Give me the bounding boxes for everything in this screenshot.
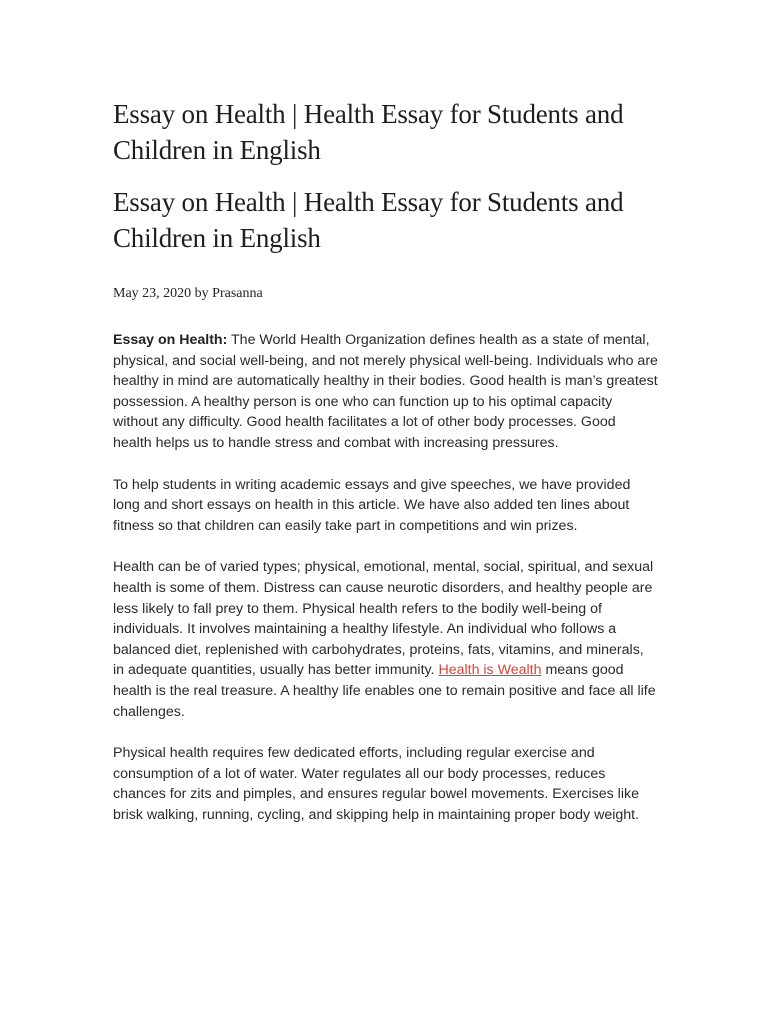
article-meta: May 23, 2020 by Prasanna — [113, 286, 263, 301]
article-title: Essay on Health | Health Essay for Students and Children in English — [113, 187, 624, 253]
types-text-before: Health can be of varied types; physical, emotional, mental, social, spiritual, and sexual health is some of them. Distress can cause neurotic disorders, and healthy people are less likely to fall prey to them. Physical health refers to the bodily well-being of individuals. It involves maintaining a healthy lifestyle. An individual who follows a balanced diet, replenished with carbohydrates, proteins, fats, vitamins, and minerals, in adequate quantities, usually has better immunity. — [113, 559, 654, 679]
purpose-text: To help students in writing academic essays and give speeches, we have provided long and short essays on health in this article. We have also added ten lines about fitness so that children can easily take part in competitions and win prizes. — [113, 476, 631, 534]
paragraph-physical — [113, 743, 658, 825]
physical-text: Physical health requires few dedicated efforts, including regular exercise and consumption of a lot of water. Water regulates all our body processes, reduces chances for zits and pimples, and ensures regular bowel movements. Exercises like brisk walking, running, cycling, and skipping help in maintaining proper body weight. — [113, 745, 640, 823]
article — [113, 96, 658, 825]
health-is-wealth-link[interactable]: Health is Wealth — [438, 662, 542, 679]
types-text-after: means good health is the real treasure. A healthy life enables one to remain positive and face all life challenges. — [113, 662, 656, 720]
paragraph-intro — [113, 330, 658, 454]
paragraph-types — [113, 557, 658, 722]
intro-lead: Essay on Health: — [113, 332, 228, 348]
intro-text: The World Health Organization defines health as a state of mental, physical, and social well-being, and not merely physical well-being. Individuals who are healthy in mind are automatically healthy in their bodies. Good health is man’s greatest possession. A healthy person is one who can function up to his optimal capacity without any difficulty. Good health facilitates a lot of other body processes. Good health helps us to handle stress and combat with increasing pressures. — [113, 332, 658, 451]
paragraph-purpose — [113, 475, 658, 537]
page-title: Essay on Health | Health Essay for Students and Children in English — [113, 99, 624, 165]
